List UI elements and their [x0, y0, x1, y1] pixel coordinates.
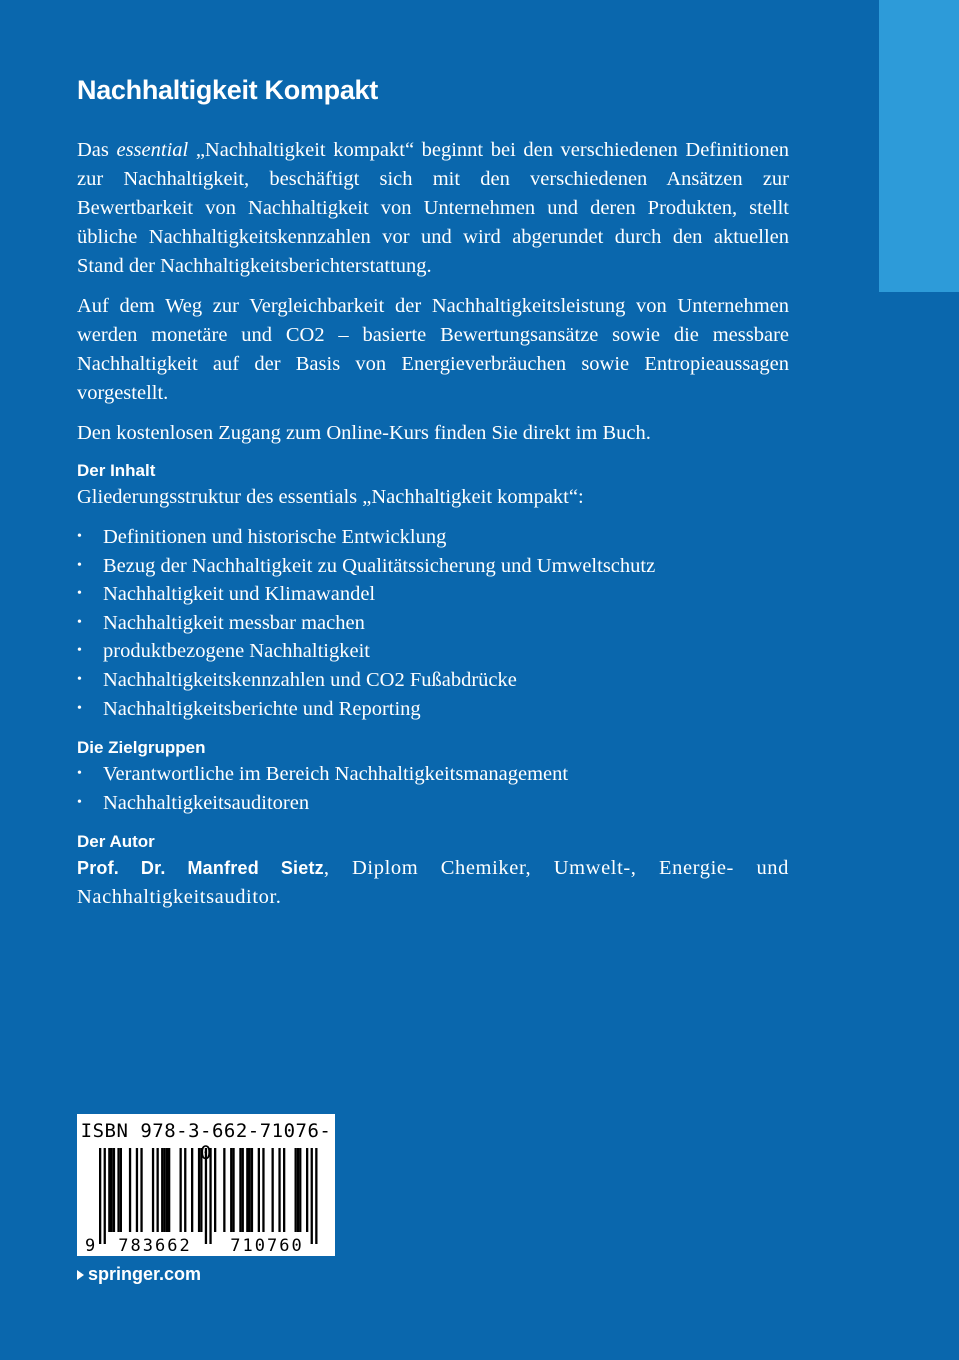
barcode-bar [163, 1148, 165, 1232]
barcode-bar [283, 1148, 285, 1232]
description-paragraph-1 [77, 136, 789, 281]
barcode-bar [214, 1148, 216, 1232]
barcode-bar [306, 1148, 308, 1232]
barcode-bar [200, 1148, 202, 1232]
ean-left-group: 783662 [118, 1236, 192, 1256]
publisher-link[interactable] [77, 1262, 201, 1286]
barcode-bar [161, 1148, 163, 1232]
author-heading: Der Autor [77, 832, 155, 852]
accent-bar [879, 0, 959, 292]
list-item: • Bezug der Nachhaltigkeit zu Qualitätssicherung und Umweltschutz [77, 552, 789, 581]
barcode-bar [113, 1148, 115, 1232]
list-item: • produktbezogene Nachhaltigkeit [77, 637, 789, 666]
contents-intro: Gliederungsstruktur des essentials „Nachhaltigkeit kompakt“: [77, 486, 584, 508]
contents-heading: Der Inhalt [77, 461, 156, 480]
barcode-bar [120, 1148, 122, 1232]
isbn-barcode [77, 1114, 335, 1256]
barcode-bar [191, 1148, 193, 1232]
barcode-bar [295, 1148, 297, 1232]
barcode-bar [249, 1148, 251, 1232]
barcode-bar [251, 1148, 253, 1232]
ean-right-group: 710760 [230, 1236, 304, 1256]
barcode-bar [140, 1148, 142, 1232]
barcode-bar [223, 1148, 225, 1232]
barcode-bar [297, 1148, 299, 1232]
barcode-bar [180, 1148, 182, 1232]
barcode-bar [129, 1148, 131, 1232]
contents-list [77, 523, 789, 723]
list-item: • Nachhaltigkeit und Klimawandel [77, 580, 789, 609]
barcode-bar [209, 1148, 211, 1244]
barcode-bar [299, 1148, 301, 1232]
list-item: • Verantwortliche im Bereich Nachhaltigkeitsmanagement [77, 760, 789, 789]
barcode-bar [108, 1148, 110, 1232]
para1-rest: „Nachhaltigkeit kompakt“ beginnt bei den verschiedenen Definitionen zur Nachhaltigkeit, beschäftigt sich mit den verschiedenen Ansätzen zur Bewertbarkeit von Nachhaltigkeit von Unternehmen und deren Produkten, stellt übliche Nachhaltigkeitskennzahlen vor und wird abgerundet durch den aktuellen Stand der Nachhaltigkeitsberichterstattung. [77, 139, 789, 277]
barcode-bar [157, 1148, 159, 1232]
para1-emphasis: essential [116, 139, 189, 161]
arrow-right-icon [77, 1270, 84, 1280]
barcode-bars [99, 1148, 318, 1244]
barcode-bar [232, 1148, 234, 1232]
list-item: • Nachhaltigkeitsauditoren [77, 789, 789, 818]
barcode-bar [99, 1148, 101, 1244]
barcode-bar [152, 1148, 154, 1232]
list-item: • Definitionen und historische Entwicklung [77, 523, 789, 552]
list-item: • Nachhaltigkeitsberichte und Reporting [77, 695, 789, 724]
barcode-bar [311, 1148, 313, 1244]
target-groups-list [77, 760, 789, 817]
barcode-bar [246, 1148, 248, 1232]
list-item: • Nachhaltigkeit messbar machen [77, 609, 789, 638]
back-cover-text [77, 72, 789, 912]
para1-prefix: Das [77, 139, 117, 161]
list-item: • Nachhaltigkeitskennzahlen und CO2 Fußabdrücke [77, 666, 789, 695]
barcode-bar [111, 1148, 113, 1232]
barcode-bar [262, 1148, 264, 1232]
barcode-bar [166, 1148, 168, 1232]
barcode-bar [136, 1148, 138, 1232]
barcode-graphic [77, 1148, 335, 1256]
author-name: Prof. Dr. Manfred Sietz [77, 858, 324, 879]
barcode-bar [315, 1148, 317, 1244]
description-paragraph-2: Auf dem Weg zur Vergleichbarkeit der Nachhaltigkeitsleistung von Unternehmen werden monetäre und CO2 – basierte Bewertungsansätze sowie die messbare Nachhaltigkeit auf der Basis von Energieverbräuchen sowie Entropieaussagen vorgestellt. [77, 295, 789, 404]
book-title: Nachhaltigkeit Kompakt [77, 75, 378, 105]
target-groups-heading: Die Zielgruppen [77, 738, 206, 758]
barcode-bar [272, 1148, 274, 1232]
publisher-link-label: springer.com [88, 1264, 202, 1284]
barcode-bar [168, 1148, 170, 1232]
barcode-bar [205, 1148, 207, 1244]
barcode-bar [239, 1148, 241, 1232]
barcode-bar [258, 1148, 260, 1232]
barcode-bar [117, 1148, 119, 1232]
isbn-number: ISBN 978-3-662-71076-0 [80, 1120, 332, 1164]
barcode-bar [278, 1148, 280, 1232]
barcode-bar [242, 1148, 244, 1232]
online-course-note: Den kostenlosen Zugang zum Online-Kurs finden Sie direkt im Buch. [77, 422, 651, 444]
author-bio [77, 854, 789, 912]
barcode-bar [198, 1148, 200, 1232]
barcode-bar [104, 1148, 106, 1244]
barcode-bar [230, 1148, 232, 1232]
ean-first-digit: 9 [85, 1236, 96, 1256]
barcode-bar [184, 1148, 186, 1232]
author-description: , Diplom Chemiker, Umwelt-, Energie- und Nachhaltigkeitsauditor. [77, 857, 789, 909]
